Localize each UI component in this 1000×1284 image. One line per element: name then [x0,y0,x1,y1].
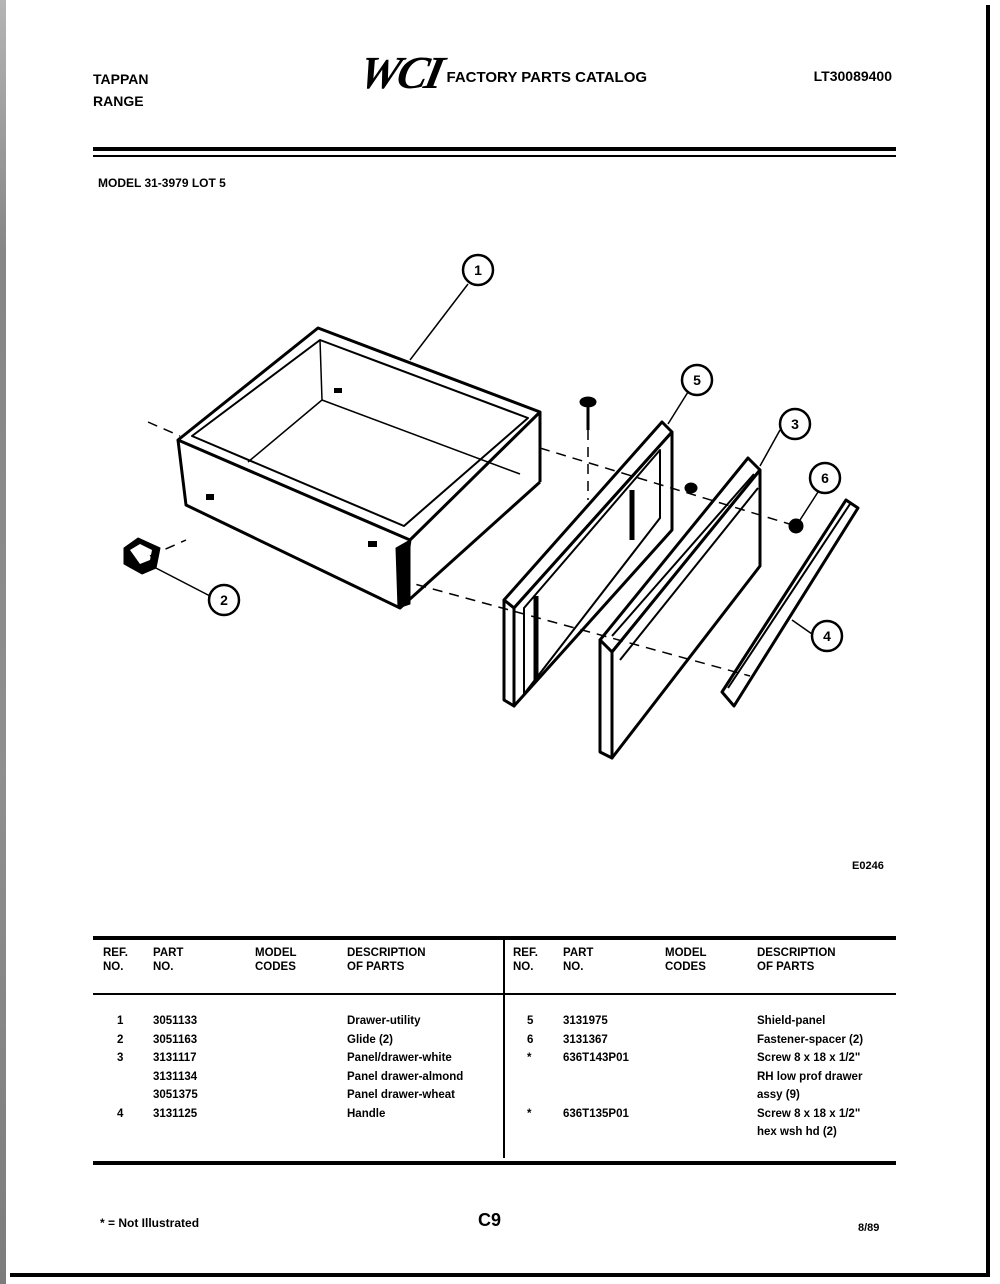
model-label: MODEL 31-3979 LOT 5 [98,176,226,190]
glide-drawing [124,538,160,574]
table-row: assy (9) [757,1089,800,1101]
catalog-title: FACTORY PARTS CATALOG [446,68,648,86]
table-row: 3 3131117 Panel/drawer-white [117,1052,452,1064]
table-row: 6 3131367 Fastener-spacer (2) [527,1033,864,1046]
product-name: RANGE [93,93,144,109]
table-row: 3131134 Panel drawer-almond [153,1070,464,1083]
table-bottom-rule [93,1161,896,1165]
print-date: 8/89 [858,1222,880,1234]
screw-drawing [581,398,595,430]
callout-1 [463,255,493,285]
table-row: * 636T143P01 Screw 8 x 18 x 1/2" [527,1052,861,1064]
fastener-spacer-drawing [686,484,696,492]
page-number: C9 [478,1210,502,1230]
parts-table-right [513,946,919,1142]
svg-text:3: 3 [791,416,799,432]
drawer-utility-drawing [178,328,540,608]
table-row: 1 3051133 Drawer-utility [117,1015,421,1027]
svg-text:4: 4 [823,628,831,644]
callout-3 [780,409,810,439]
table-row: 3051375 Panel drawer-wheat [153,1089,456,1101]
svg-text:2: 2 [220,592,228,608]
catalog-number: LT30089400 [813,68,892,84]
table-header: REF. NO. PART NO. MODEL CODES DESCRIPTION OF PARTS [513,947,836,973]
parts-table-left [103,946,509,1123]
table-top-rule [93,936,896,940]
wci-logo: WCI [354,47,447,98]
table-row: * 636T135P01 Screw 8 x 18 x 1/2" [527,1107,861,1120]
callout-4 [812,621,842,651]
table-row: 2 3051163 Glide (2) [117,1033,394,1046]
table-header: REF. NO. PART NO. MODEL CODES DESCRIPTION OF PARTS [103,947,426,973]
table-row: 4 3131125 Handle [117,1107,386,1120]
svg-text:6: 6 [821,470,829,486]
table-row: 5 3131975 Shield-panel [527,1015,826,1027]
brand-name: TAPPAN [93,71,149,87]
callout-6 [810,463,840,493]
callout-2 [209,585,239,615]
svg-text:5: 5 [693,372,701,388]
footnote: * = Not Illustrated [100,1216,200,1230]
callout-5 [682,365,712,395]
fastener-spacer-6-drawing [790,520,802,532]
table-row: hex wsh hd (2) [757,1126,837,1138]
svg-text:1: 1 [474,262,482,278]
diagram-code: E0246 [852,860,884,872]
table-row: RH low prof drawer [757,1070,863,1083]
